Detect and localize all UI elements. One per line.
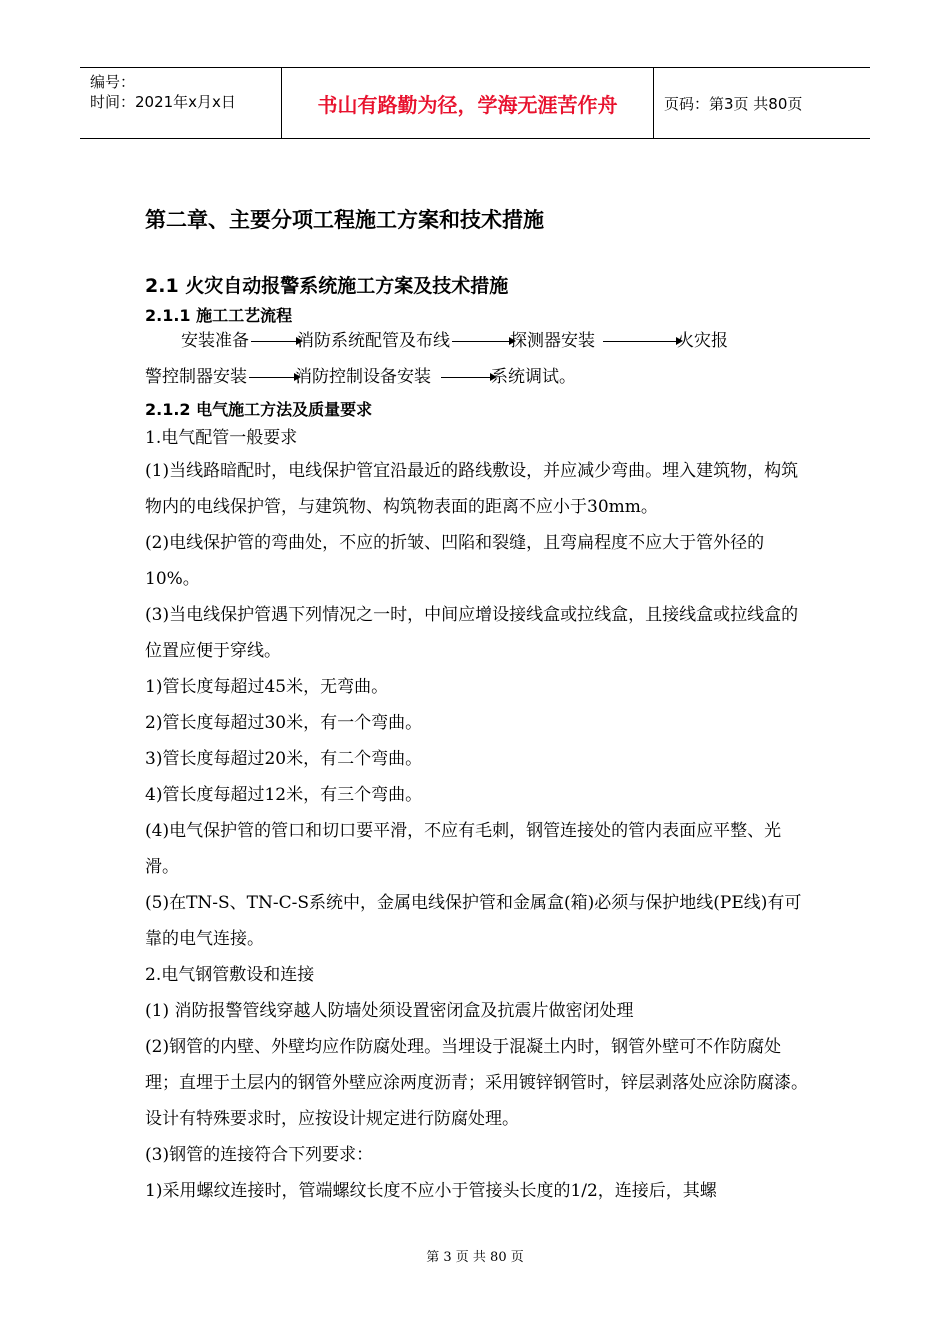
- paragraph: 1)管长度每超过45米，无弯曲。: [145, 677, 389, 697]
- date-label: 时间：2021年x月x日: [90, 93, 236, 111]
- arrow-right-icon: [452, 341, 510, 342]
- header-page-info: 页码：第3页 共80页: [664, 94, 803, 113]
- paragraph: 1)采用螺纹连接时，管端螺纹长度不应小于管接头长度的1/2，连接后，其螺: [145, 1181, 717, 1201]
- flow-step: 火灾报: [677, 331, 728, 351]
- paragraph: 2.电气钢管敷设和连接: [145, 965, 315, 985]
- document-body: [145, 200, 810, 1209]
- arrow-right-icon: [603, 341, 677, 342]
- flow-step: 消防系统配管及布线: [297, 331, 450, 351]
- paragraph: (1)当线路暗配时，电线保护管宜沿最近的路线敷设，并应减少弯曲。埋入建筑物，构筑物内的电线保护管，与建筑物、构筑物表面的距离不应小于30mm。: [145, 461, 799, 517]
- flow-step: 消防控制设备安装: [295, 367, 431, 387]
- paragraph: (5)在TN-S、TN-C-S系统中，金属电线保护管和金属盒(箱)必须与保护地线(PE线)有可靠的电气连接。: [145, 893, 802, 949]
- code-label: 编号：: [90, 73, 136, 91]
- paragraph: 4)管长度每超过12米，有三个弯曲。: [145, 785, 423, 805]
- paragraph: (4)电气保护管的管口和切口要平滑，不应有毛刺，钢管连接处的管内表面应平整、光滑。: [145, 821, 782, 877]
- header-meta: [80, 68, 282, 138]
- paragraph: (3)当电线保护管遇下列情况之一时，中间应增设接线盒或拉线盒，且接线盒或拉线盒的位置应便于穿线。: [145, 605, 799, 661]
- subsection-title: 2.1.1 施工工艺流程: [145, 306, 293, 325]
- arrow-right-icon: [249, 377, 295, 378]
- paragraph: (2)电线保护管的弯曲处，不应的折皱、凹陷和裂缝，且弯扁程度不应大于管外径的10%。: [145, 533, 765, 589]
- subsection-title: 2.1.2 电气施工方法及质量要求: [145, 400, 373, 419]
- paragraph: (1) 消防报警管线穿越人防墙处须设置密闭盒及抗震片做密闭处理: [145, 1001, 634, 1021]
- header-motto: 书山有路勤为径，学海无涯苦作舟: [282, 68, 654, 138]
- arrow-right-icon: [251, 341, 297, 342]
- paragraph: (3)钢管的连接符合下列要求：: [145, 1145, 374, 1165]
- flow-step: 系统调试。: [491, 367, 576, 387]
- paragraph: (2)钢管的内壁、外壁均应作防腐处理。当埋设于混凝土内时，钢管外壁可不作防腐处理；直埋于土层内的钢管外壁应涂两度沥青；采用镀锌钢管时，锌层剥落处应涂防腐漆。设计有特殊要求时，应按设计规定进行防腐处理。: [145, 1037, 808, 1129]
- flow-step: 警控制器安装: [145, 367, 247, 387]
- arrow-right-icon: [441, 377, 491, 378]
- page-header: [80, 67, 870, 139]
- paragraph: 2)管长度每超过30米，有一个弯曲。: [145, 713, 423, 733]
- paragraph: 1.电气配管一般要求: [145, 428, 298, 448]
- flow-step: 安装准备: [181, 331, 249, 351]
- section-title: 2.1 火灾自动报警系统施工方案及技术措施: [145, 275, 509, 297]
- flow-step: 探测器安装: [510, 331, 595, 351]
- paragraph: 3)管长度每超过20米，有二个弯曲。: [145, 749, 423, 769]
- process-flow: [145, 323, 810, 395]
- page-footer: 第 3 页 共 80 页: [426, 1250, 524, 1265]
- chapter-title: 第二章、主要分项工程施工方案和技术措施: [145, 208, 544, 232]
